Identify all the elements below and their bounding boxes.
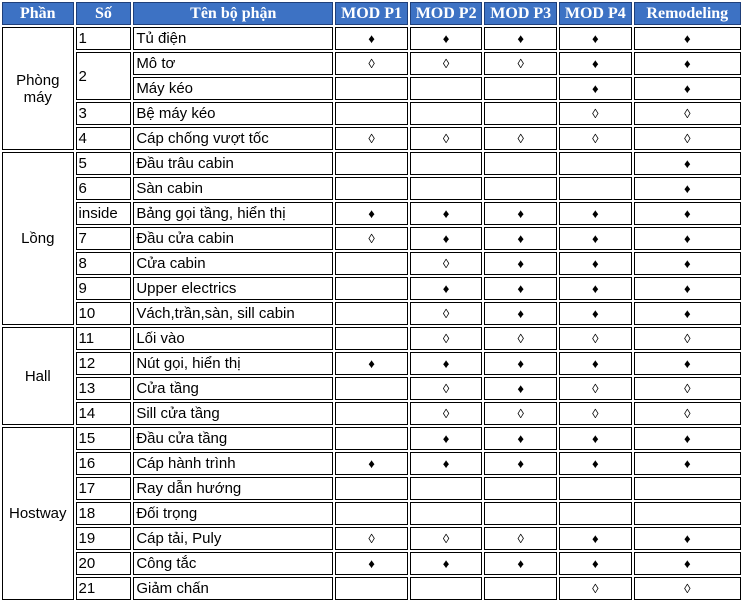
mod-p2-mark [410,77,483,100]
part-name: Cáp chống vượt tốc [133,127,333,150]
remodeling-mark: ◊ [634,402,741,425]
section-label: Hall [2,327,74,425]
mod-p1-mark [335,402,408,425]
row-number: 7 [76,227,132,250]
mod-p2-mark [410,177,483,200]
row-number: 3 [76,102,132,125]
table-row [2,302,741,325]
part-name: Cửa tầng [133,377,333,400]
part-name: Đối trọng [133,502,333,525]
mod-p1-mark: ♦ [335,352,408,375]
table-row [2,377,741,400]
mod-p3-mark [484,102,557,125]
remodeling-mark: ♦ [634,202,741,225]
row-number: 18 [76,502,132,525]
mod-p1-mark: ♦ [335,452,408,475]
section-label: Phòng máy [2,27,74,150]
part-name: Sàn cabin [133,177,333,200]
mod-p4-mark [559,477,632,500]
mod-p4-mark: ♦ [559,27,632,50]
header-remodeling: Remodeling [634,2,741,25]
part-name: Bệ máy kéo [133,102,333,125]
remodeling-mark: ♦ [634,152,741,175]
header-number: Số [76,2,132,25]
mod-p3-mark: ◊ [484,52,557,75]
mod-p4-mark: ◊ [559,327,632,350]
remodeling-mark: ♦ [634,302,741,325]
remodeling-mark: ♦ [634,427,741,450]
mod-p4-mark: ◊ [559,102,632,125]
mod-p1-mark: ♦ [335,552,408,575]
header-mod-p4: MOD P4 [559,2,632,25]
row-number: 8 [76,252,132,275]
mod-p2-mark: ◊ [410,127,483,150]
remodeling-mark: ◊ [634,327,741,350]
mod-p2-mark: ◊ [410,327,483,350]
row-number: 13 [76,377,132,400]
mod-p1-mark [335,177,408,200]
remodeling-mark: ◊ [634,577,741,600]
mod-p2-mark: ♦ [410,227,483,250]
table-row [2,427,741,450]
table-row [2,227,741,250]
mod-p3-mark: ♦ [484,377,557,400]
table-row [2,452,741,475]
mod-p4-mark: ♦ [559,227,632,250]
mod-p1-mark [335,377,408,400]
row-number: 11 [76,327,132,350]
remodeling-mark: ◊ [634,127,741,150]
mod-p2-mark: ◊ [410,402,483,425]
row-number: inside [76,202,132,225]
mod-p3-mark: ◊ [484,402,557,425]
mod-p2-mark: ♦ [410,202,483,225]
mod-p1-mark: ♦ [335,202,408,225]
mod-p4-mark: ♦ [559,77,632,100]
mod-p3-mark: ◊ [484,127,557,150]
mod-p4-mark: ♦ [559,352,632,375]
mod-p1-mark: ◊ [335,527,408,550]
row-number: 10 [76,302,132,325]
row-number: 19 [76,527,132,550]
part-name: Tủ điện [133,27,333,50]
remodeling-mark [634,502,741,525]
mod-p2-mark: ◊ [410,377,483,400]
mod-p1-mark [335,77,408,100]
remodeling-mark: ♦ [634,52,741,75]
mod-p2-mark: ♦ [410,452,483,475]
remodeling-mark: ♦ [634,452,741,475]
remodeling-mark: ♦ [634,77,741,100]
table-header [2,2,741,25]
mod-p2-mark [410,577,483,600]
mod-p1-mark [335,477,408,500]
mod-p4-mark: ♦ [559,452,632,475]
mod-p2-mark: ◊ [410,302,483,325]
part-name: Máy kéo [133,77,333,100]
part-name: Cáp hành trình [133,452,333,475]
mod-p4-mark: ◊ [559,402,632,425]
header-part-name: Tên bộ phận [133,2,333,25]
header-mod-p2: MOD P2 [410,2,483,25]
row-number: 2 [76,52,132,100]
table-row [2,177,741,200]
mod-p4-mark: ◊ [559,577,632,600]
row-number: 21 [76,577,132,600]
part-name: Nút gọi, hiển thị [133,352,333,375]
mod-p1-mark: ◊ [335,227,408,250]
table-row [2,152,741,175]
mod-p1-mark: ♦ [335,27,408,50]
mod-p1-mark: ◊ [335,52,408,75]
mod-p3-mark: ♦ [484,352,557,375]
mod-p2-mark: ♦ [410,427,483,450]
part-name: Upper electrics [133,277,333,300]
mod-p3-mark: ♦ [484,427,557,450]
row-number: 16 [76,452,132,475]
part-name: Đầu trâu cabin [133,152,333,175]
table-body [2,27,741,600]
section-label: Lồng [2,152,74,325]
mod-p2-mark: ♦ [410,277,483,300]
mod-p3-mark [484,477,557,500]
mod-p3-mark [484,577,557,600]
remodeling-mark: ◊ [634,102,741,125]
table-row [2,327,741,350]
mod-p4-mark [559,502,632,525]
mod-p1-mark [335,302,408,325]
mod-p3-mark: ♦ [484,452,557,475]
table-row [2,202,741,225]
table-row [2,27,741,50]
table-row [2,552,741,575]
part-name: Ray dẫn hướng [133,477,333,500]
row-number: 17 [76,477,132,500]
remodeling-mark [634,477,741,500]
row-number: 14 [76,402,132,425]
table-row [2,102,741,125]
mod-p4-mark: ♦ [559,427,632,450]
mod-p3-mark [484,77,557,100]
remodeling-mark: ♦ [634,177,741,200]
mod-p3-mark: ◊ [484,527,557,550]
mod-p4-mark: ◊ [559,127,632,150]
mod-p3-mark: ♦ [484,27,557,50]
row-number: 6 [76,177,132,200]
mod-p4-mark [559,177,632,200]
mod-p3-mark: ♦ [484,302,557,325]
mod-p3-mark: ♦ [484,277,557,300]
remodeling-mark: ♦ [634,352,741,375]
remodeling-mark: ♦ [634,552,741,575]
mod-p1-mark [335,427,408,450]
part-name: Đầu cửa cabin [133,227,333,250]
part-name: Công tắc [133,552,333,575]
mod-p2-mark: ◊ [410,52,483,75]
remodeling-mark: ♦ [634,252,741,275]
table-row [2,52,741,75]
row-number: 4 [76,127,132,150]
mod-p4-mark: ♦ [559,202,632,225]
part-name: Sill cửa tầng [133,402,333,425]
mod-p1-mark [335,577,408,600]
mod-p3-mark: ♦ [484,552,557,575]
row-number: 20 [76,552,132,575]
mod-p2-mark [410,152,483,175]
mod-p4-mark: ♦ [559,252,632,275]
mod-p4-mark [559,152,632,175]
table-row [2,502,741,525]
mod-p2-mark: ♦ [410,27,483,50]
remodeling-mark: ♦ [634,27,741,50]
remodeling-mark: ♦ [634,277,741,300]
mod-p1-mark [335,152,408,175]
part-name: Lối vào [133,327,333,350]
mod-p3-mark: ♦ [484,227,557,250]
remodeling-mark: ♦ [634,527,741,550]
mod-p2-mark [410,102,483,125]
section-label: Hostway [2,427,74,600]
row-number: 15 [76,427,132,450]
table-row [2,527,741,550]
remodeling-mark: ♦ [634,227,741,250]
mod-p2-mark: ◊ [410,252,483,275]
row-number: 1 [76,27,132,50]
header-mod-p3: MOD P3 [484,2,557,25]
mod-p1-mark [335,502,408,525]
mod-p3-mark: ♦ [484,252,557,275]
table-row [2,352,741,375]
table-row [2,127,741,150]
table-row [2,402,741,425]
row-number: 9 [76,277,132,300]
table-row [2,577,741,600]
mod-p4-mark: ◊ [559,377,632,400]
mod-p4-mark: ♦ [559,302,632,325]
mod-p3-mark: ♦ [484,202,557,225]
part-name: Vách,trần,sàn, sill cabin [133,302,333,325]
mod-p3-mark [484,152,557,175]
header-section: Phần [2,2,74,25]
header-mod-p1: MOD P1 [335,2,408,25]
mod-p4-mark: ♦ [559,277,632,300]
part-name: Bảng gọi tầng, hiển thị [133,202,333,225]
part-name: Cáp tải, Puly [133,527,333,550]
mod-p2-mark: ◊ [410,527,483,550]
table-row [2,252,741,275]
mod-p3-mark: ◊ [484,327,557,350]
part-name: Giảm chấn [133,577,333,600]
table-row [2,277,741,300]
mod-p2-mark [410,502,483,525]
mod-p1-mark [335,252,408,275]
mod-p4-mark: ♦ [559,52,632,75]
mod-p4-mark: ♦ [559,527,632,550]
remodeling-mark: ◊ [634,377,741,400]
mod-p2-mark: ♦ [410,352,483,375]
part-name: Cửa cabin [133,252,333,275]
row-number: 12 [76,352,132,375]
mod-p1-mark [335,102,408,125]
mod-p2-mark: ♦ [410,552,483,575]
mod-p3-mark [484,177,557,200]
mod-p3-mark [484,502,557,525]
row-number: 5 [76,152,132,175]
mod-p2-mark [410,477,483,500]
mod-p1-mark: ◊ [335,127,408,150]
mod-p1-mark [335,327,408,350]
mod-p4-mark: ♦ [559,552,632,575]
table-row [2,477,741,500]
part-name: Mô tơ [133,52,333,75]
part-name: Đầu cửa tầng [133,427,333,450]
mod-p1-mark [335,277,408,300]
